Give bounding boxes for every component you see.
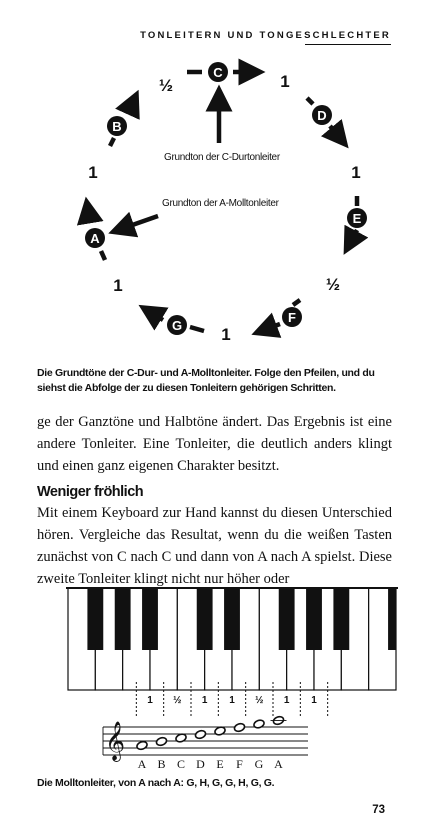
whole-note	[253, 719, 265, 729]
paragraph-1: ge der Ganztöne und Halbtöne ändert. Das Ergebnis ist eine andere Tonleiter. Eine Tonleiter, die deutlich anders klingt und einen ganz eigenen Charakter besitzt.	[37, 414, 392, 474]
node-b	[107, 116, 127, 136]
svg-text:G: G	[171, 318, 183, 333]
svg-text:F: F	[288, 310, 296, 325]
arrow-d-e	[330, 126, 340, 138]
node-g	[167, 315, 187, 335]
interval-label: ½	[255, 695, 264, 706]
black-key	[142, 588, 158, 650]
note-name-label: G	[254, 757, 264, 771]
page-number: 73	[372, 804, 385, 816]
black-key	[306, 588, 322, 650]
arrow-tail-g	[190, 327, 204, 331]
staff-notes	[136, 715, 287, 750]
step-b-c: ½	[158, 76, 174, 95]
note-name-label: F	[236, 757, 243, 771]
whole-note	[233, 722, 245, 732]
section-heading: Weniger fröhlich	[37, 484, 144, 500]
piano-keyboard	[66, 588, 398, 690]
svg-text:C: C	[213, 65, 223, 80]
step-g-a: 1	[113, 276, 123, 295]
arrow-f-g	[264, 324, 280, 330]
header-rule	[305, 44, 391, 45]
label-a-root: Grundton der A-Molltonleiter	[162, 198, 279, 209]
svg-text:D: D	[317, 108, 327, 123]
note-name-label: A	[274, 757, 283, 771]
interval-label: ½	[173, 695, 182, 706]
step-c-d: 1	[280, 72, 290, 91]
note-name-label: D	[196, 757, 205, 771]
svg-text:B: B	[112, 119, 122, 134]
black-key	[197, 588, 213, 650]
interval-label: 1	[229, 695, 235, 706]
black-key	[279, 588, 295, 650]
interval-label: 1	[311, 695, 317, 706]
arrow-tail-a	[101, 251, 105, 260]
node-e	[347, 208, 367, 228]
note-name-label: E	[216, 757, 224, 771]
step-f-g: 1	[221, 325, 231, 344]
step-d-e: 1	[351, 163, 361, 182]
whole-note	[194, 729, 206, 739]
arrow-a-b	[88, 210, 90, 222]
node-a	[85, 228, 105, 248]
black-key	[115, 588, 131, 650]
note-name-label: C	[176, 757, 186, 771]
arrow-e-f	[350, 230, 357, 243]
arrow-b-c	[128, 102, 133, 113]
scale-circle-diagram	[0, 50, 427, 360]
interval-label: 1	[147, 695, 153, 706]
interval-label: 1	[283, 695, 290, 706]
node-d	[312, 105, 332, 125]
black-key	[333, 588, 349, 650]
paragraph-2: Mit einem Keyboard zur Hand kannst du diesen Unterschied hören. Vergleiche das Resultat, wenn du die weißen Tasten zunächst von C nach C und dann von A nach A spielst. Diese zweite Tonleiter klingt nicht nur höher oder	[37, 505, 392, 587]
note-name-label: A	[137, 757, 147, 771]
whole-note	[155, 736, 167, 746]
svg-text:E: E	[352, 211, 362, 226]
black-key	[224, 588, 240, 650]
step-e-f: ½	[325, 275, 341, 294]
label-c-root: Grundton der C-Durtonleiter	[164, 152, 280, 163]
step-a-b: 1	[88, 163, 98, 182]
treble-clef-icon: 𝄞	[105, 721, 126, 761]
note-name-label: B	[157, 757, 166, 771]
svg-text:A: A	[90, 231, 100, 246]
music-staff	[103, 727, 308, 755]
node-c	[208, 62, 228, 82]
arrow-tail-f	[293, 300, 300, 305]
arrow-tail-d	[307, 98, 313, 104]
running-header: TONLEITERN UND TONGESCHLECHTER	[140, 30, 391, 41]
figure-caption-2: Die Molltonleiter, von A nach A: G, H, G, G, H, G, G.	[37, 777, 275, 789]
arrow-g-a	[150, 312, 163, 320]
arrow-tail-b	[110, 138, 114, 146]
keyboard-figure	[0, 584, 427, 774]
interval-label: 1	[201, 695, 208, 706]
note-names	[138, 757, 284, 771]
node-f	[282, 307, 302, 327]
black-key	[388, 588, 396, 650]
black-key	[87, 588, 103, 650]
figure-caption-1: Die Grundtöne der C-Dur- und A-Molltonleiter. Folge den Pfeilen, und du siehst die Abfolge der zu diesen Tonleitern gehörigen Schritten.	[37, 367, 375, 394]
whole-note	[136, 740, 148, 750]
arrow-label-a	[121, 216, 158, 229]
